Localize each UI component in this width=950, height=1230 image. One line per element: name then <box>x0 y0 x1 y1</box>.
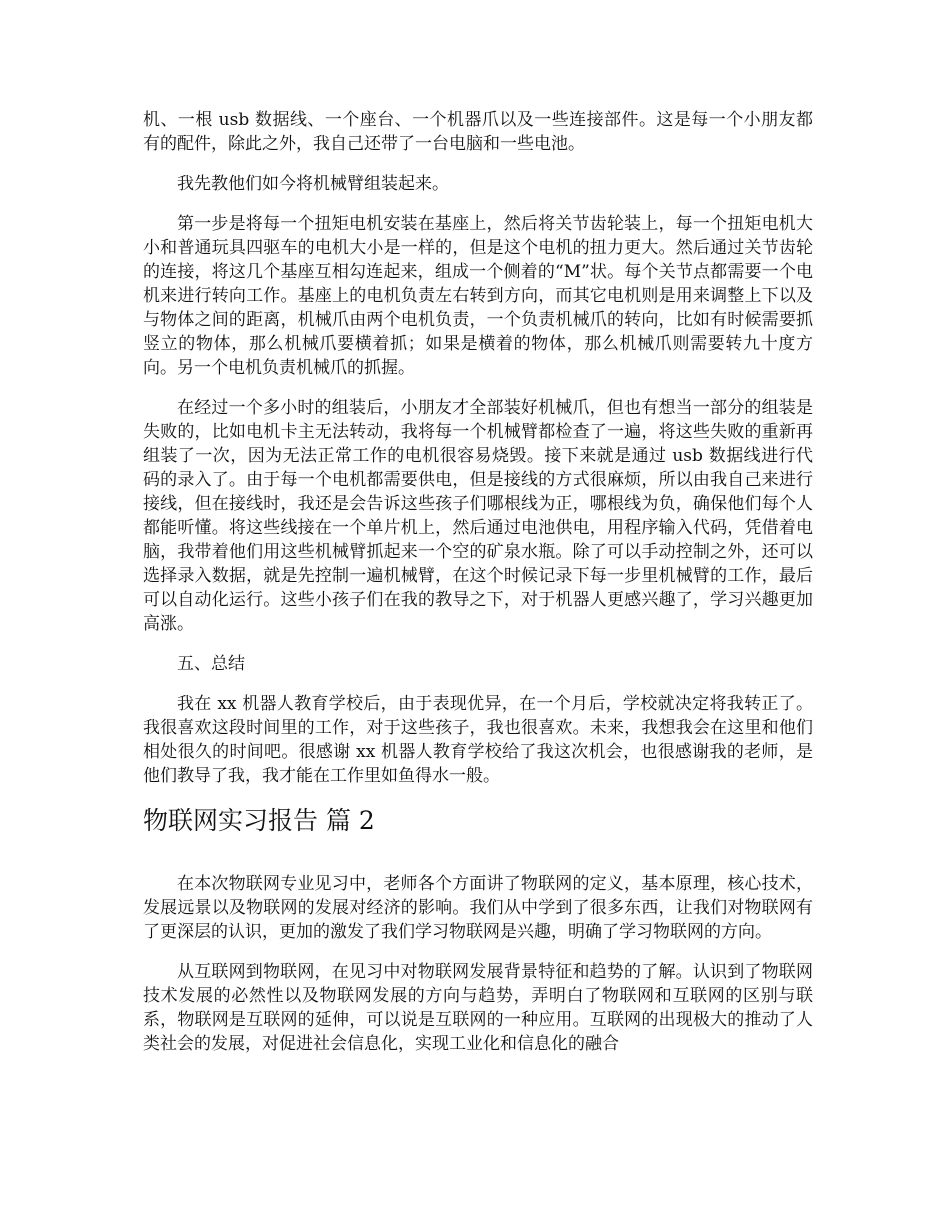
paragraph-iot-intro: 在本次物联网专业见习中，老师各个方面讲了物联网的定义，基本原理，核心技术，发展远景以及物联网的发展对经济的影响。我们从中学到了很多东西，让我们对物联网有了更深层的认识，更加的激发了我们学习物联网是兴趣，明确了学习物联网的方向。 <box>143 874 813 942</box>
report-heading: 物联网实习报告 篇 2 <box>143 806 375 835</box>
paragraph-internet-to-iot: 从互联网到物联网，在见习中对物联网发展背景特征和趋势的了解。认识到了物联网技术发展的必然性以及物联网发展的方向与趋势，弄明白了物联网和互联网的区别与联系，物联网是互联网的延伸，可以说是互联网的一种应用。互联网的出现极大的推动了人类社会的发展，对促进社会信息化，实现工业化和信息化的融合 <box>143 962 813 1054</box>
paragraph-assembly-steps: 第一步是将每一个扭矩电机安装在基座上，然后将关节齿轮装上，每一个扭矩电机大小和普通玩具四驱车的电机大小是一样的，但是这个电机的扭力更大。然后通过关节齿轮的连接，将这几个基座互相勾连起来，组成一个侧着的“M”状。每个关节点都需要一个电机来进行转向工作。基座上的电机负责左右转到方向，而其它电机则是用来调整上下以及与物体之间的距离，机械爪由两个电机负责，一个负责机械爪的转向，比如有时候需要抓竖立的物体，那么机械爪要横着抓；如果是横着的物体，那么机械爪则需要转九十度方向。另一个电机负责机械爪的抓握。 <box>143 214 813 378</box>
section-label-summary: 五、总结 <box>177 654 245 674</box>
document-page <box>143 108 813 1072</box>
paragraph-summary: 我在 xx 机器人教育学校后，由于表现优异，在一个月后，学校就决定将我转正了。我很喜欢这段时间里的工作，对于这些孩子，我也很喜欢。未来，我想我会在这里和他们相处很久的时间吧。很感谢 xx 机器人教育学校给了我这次机会，也很感谢我的老师，是他们教导了我，我才能在工作里如鱼得水一般。 <box>143 694 813 786</box>
paragraph-teaching-intro: 我先教他们如今将机械臂组装起来。 <box>177 174 449 194</box>
paragraph-wiring-and-code: 在经过一个多小时的组装后，小朋友才全部装好机械爪，但也有想当一部分的组装是失败的，比如电机卡主无法转动，我将每一个机械臂都检查了一遍，将这些失败的重新再组装了一次，因为无法正常工作的电机很容易烧毁。接下来就是通过 usb 数据线进行代码的录入了。由于每一个电机都需要供电，但是接线的方式很麻烦，所以由我自己来进行接线，但在接线时，我还是会告诉这些孩子们哪根线为正，哪根线为负，确保他们每个人都能听懂。将这些线接在一个单片机上，然后通过电池供电，用程序输入代码，凭借着电脑，我带着他们用这些机械臂抓起来一个空的矿泉水瓶。除了可以手动控制之外，还可以选择录入数据，就是先控制一遍机械臂，在这个时候记录下每一步里机械臂的工作，最后可以自动化运行。这些小孩子们在我的教导之下，对于机器人更感兴趣了，学习兴趣更加高涨。 <box>143 398 813 634</box>
paragraph-parts-list: 机、一根 usb 数据线、一个座台、一个机器爪以及一些连接部件。这是每一个小朋友都有的配件，除此之外，我自己还带了一台电脑和一些电池。 <box>143 110 813 154</box>
